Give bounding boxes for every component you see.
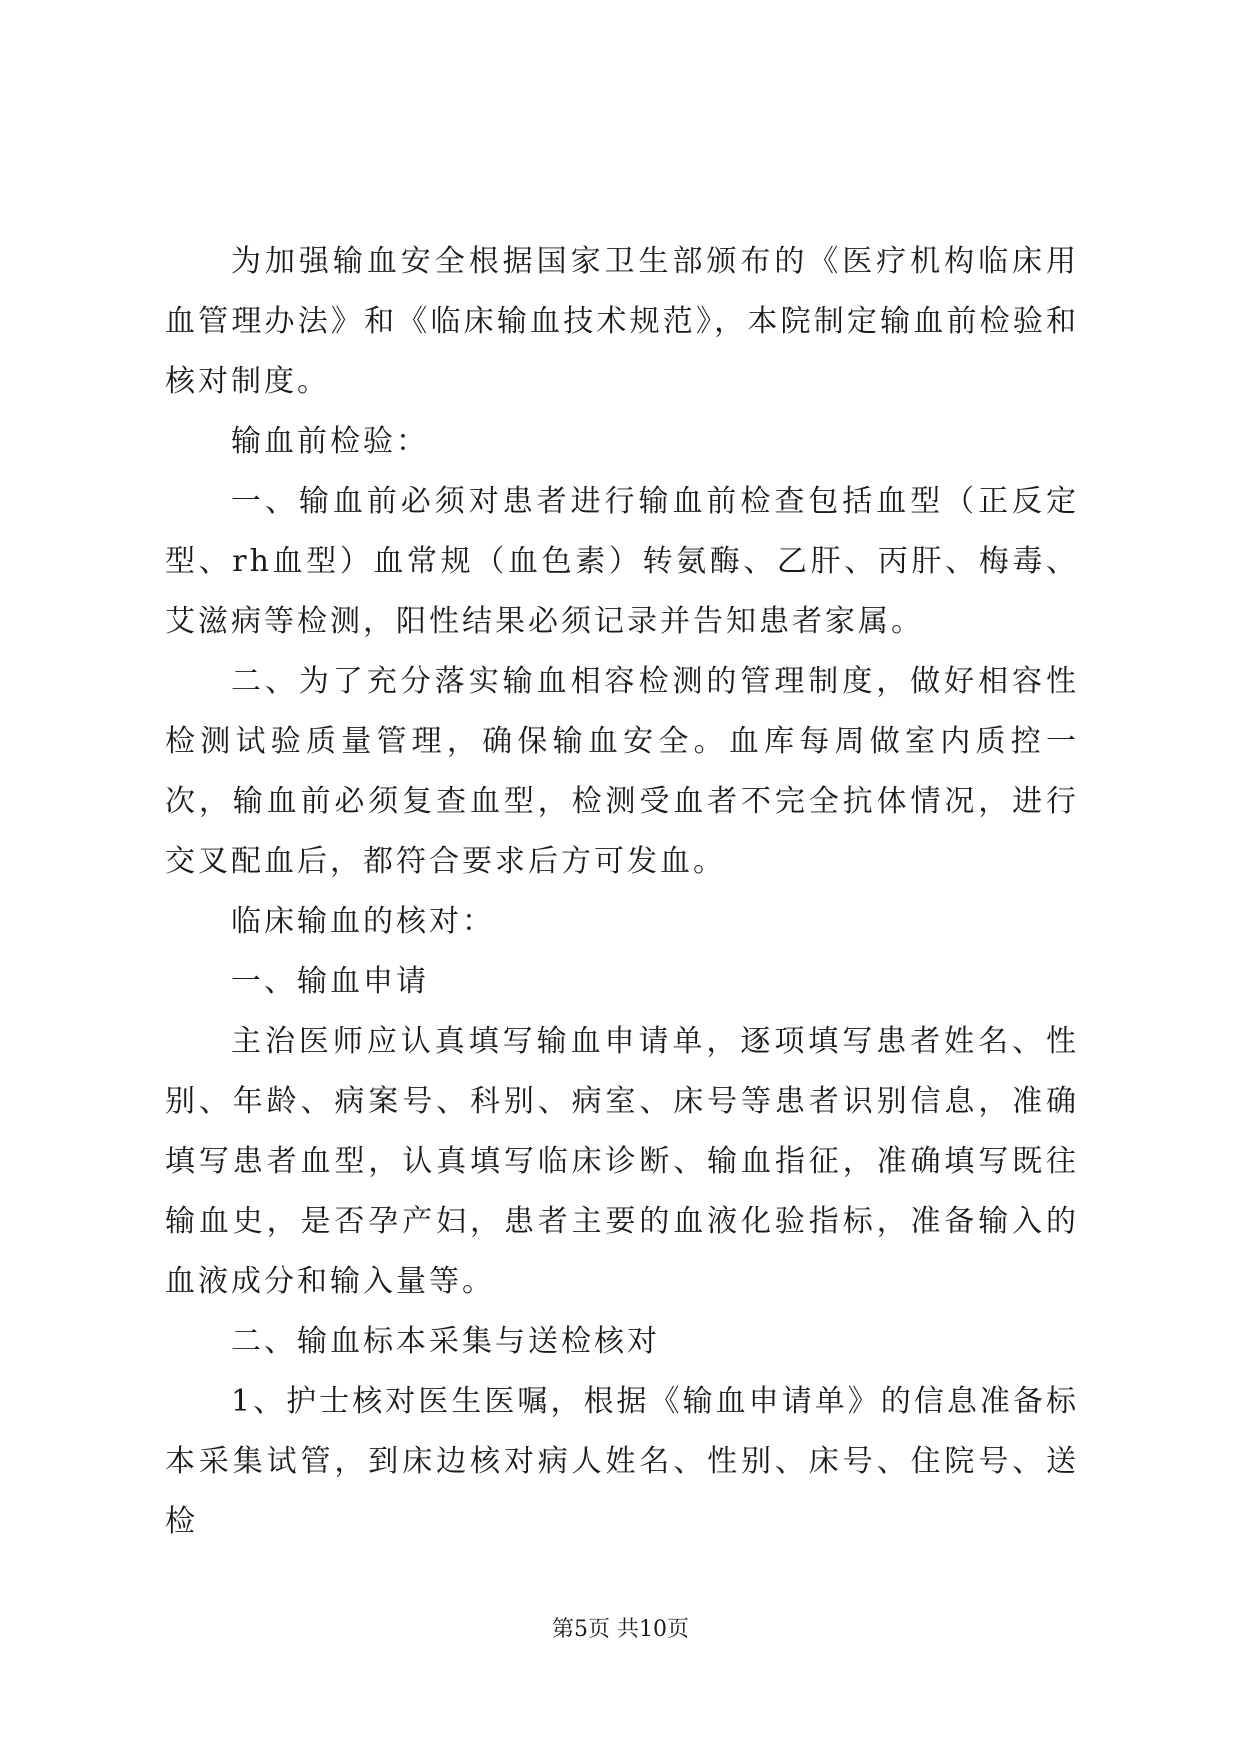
heading-transfusion-request: 一、输血申请 (231, 964, 429, 999)
heading-clinical-verification: 临床输血的核对： (231, 904, 495, 939)
paragraph-testing-item-1: 一、输血前必须对患者进行输血前检查包括血型（正反定型、rh血型）血常规（血色素）转氨酶、乙肝、丙肝、梅毒、艾滋病等检测，阳性结果必须记录并告知患者家属。 (165, 484, 1079, 639)
document-body (165, 232, 1079, 1552)
heading-sample-collection: 二、输血标本采集与送检核对 (231, 1324, 660, 1359)
paragraph-sample-collection-1: 1、护士核对医生医嘱，根据《输血申请单》的信息准备标本采集试管，到床边核对病人姓名、性别、床号、住院号、送检 (165, 1384, 1079, 1539)
page-number-footer: 第5页 共10页 (552, 1617, 689, 1642)
paragraph-intro: 为加强输血安全根据国家卫生部颁布的《医疗机构临床用血管理办法》和《临床输血技术规范》，本院制定输血前检验和核对制度。 (165, 244, 1079, 399)
heading-pre-transfusion-testing: 输血前检验： (231, 424, 429, 459)
paragraph-transfusion-request: 主治医师应认真填写输血申请单，逐项填写患者姓名、性别、年龄、病案号、科别、病室、床号等患者识别信息，准确填写患者血型，认真填写临床诊断、输血指征，准确填写既往输血史，是否孕产妇，患者主要的血液化验指标，准备输入的血液成分和输入量等。 (165, 1024, 1079, 1299)
paragraph-testing-item-2: 二、为了充分落实输血相容检测的管理制度，做好相容性检测试验质量管理，确保输血安全。血库每周做室内质控一次，输血前必须复查血型，检测受血者不完全抗体情况，进行交叉配血后，都符合要求后方可发血。 (165, 664, 1079, 879)
